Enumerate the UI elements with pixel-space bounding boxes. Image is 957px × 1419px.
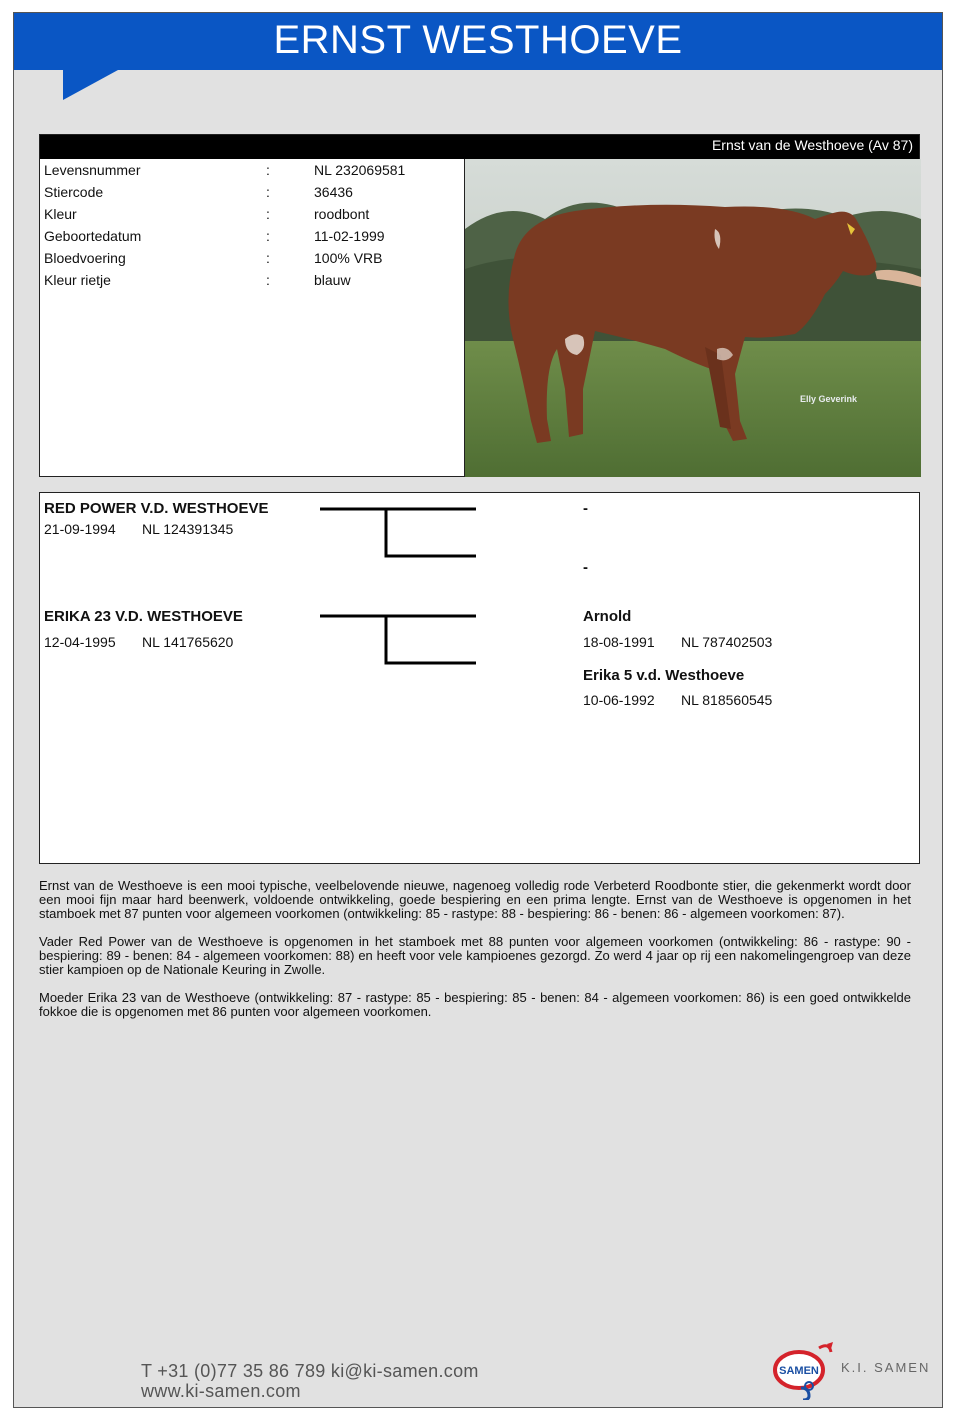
photo-caption: Ernst van de Westhoeve (Av 87) — [40, 135, 919, 159]
info-value: 11-02-1999 — [314, 228, 385, 244]
page-title: ERNST WESTHOEVE — [273, 18, 683, 62]
description-paragraph: Moeder Erika 23 van de Westhoeve (ontwikkeling: 87 - rastype: 85 - bespiering: 85 - benen: 84 - algemeen voorkomen: 86) is een goed ontwikkelde fokkoe die is opgenomen met 86 punten voor algemeen voorkomen. — [39, 990, 911, 1019]
footer-contact — [141, 1361, 479, 1401]
dam-dam-number: NL 818560545 — [681, 692, 773, 708]
samen-logo-icon — [771, 1338, 841, 1400]
dam-sire-meta — [583, 634, 773, 650]
info-separator: : — [266, 272, 270, 288]
info-value: 100% VRB — [314, 250, 383, 266]
info-row-bloedvoering — [44, 250, 454, 272]
info-value: blauw — [314, 272, 351, 288]
description-paragraph: Ernst van de Westhoeve is een mooi typische, veelbelovende nieuwe, nagenoeg volledig rode Verbeterd Roodbonte stier, die gekenmerkt wordt door een mooi fijn maar hard beenwerk, voldoende ontwikkeling, goede bespiering en een prima lengte. Ernst van de Westhoeve is opgenomen in het stamboek met 87 punten voor algemeen voorkomen (ontwikkeling: 85 - rastype: 88 - bespiering: 86 - benen: 86 - algemeen voorkomen: 87). — [39, 878, 911, 921]
info-separator: : — [266, 250, 270, 266]
dam-sire-date: 18-08-1991 — [583, 634, 655, 650]
description-paragraph: Vader Red Power van de Westhoeve is opgenomen in het stamboek met 88 punten voor algemeen voorkomen (ontwikkeling: 86 - rastype: 90 - bespiering: 89 - benen: 84 - algemeen voorkomen: 88) en heeft voor vele kampioenes gezorgd. Zo werd 4 jaar op rij een nakomelingengroep van deze stier kampioen op de Nationale Keuring in Zwolle. — [39, 934, 911, 977]
dam-sire-name: Arnold — [583, 608, 632, 625]
description-text — [39, 879, 911, 1033]
sire-dam-name: - — [583, 559, 588, 576]
sire-number: NL 124391345 — [142, 521, 234, 537]
footer-website[interactable]: www.ki-samen.com — [141, 1381, 301, 1401]
banner-tab-decoration — [63, 70, 118, 100]
info-separator: : — [266, 206, 270, 222]
bull-info-panel — [39, 134, 920, 477]
info-value: 36436 — [314, 184, 353, 200]
info-separator: : — [266, 184, 270, 200]
info-label: Stiercode — [44, 184, 104, 200]
info-value: NL 232069581 — [314, 162, 406, 178]
info-row-levensnummer — [44, 162, 454, 184]
info-row-stiercode — [44, 184, 454, 206]
bull-photo — [464, 159, 921, 477]
info-value: roodbont — [314, 206, 370, 222]
dam-dam-meta — [583, 692, 773, 708]
dam-dam-name: Erika 5 v.d. Westhoeve — [583, 667, 745, 684]
info-row-geboortedatum — [44, 228, 454, 250]
footer-phone-email: T +31 (0)77 35 86 789 ki@ki-samen.com — [141, 1361, 479, 1381]
title-banner — [14, 13, 942, 70]
sire-date: 21-09-1994 — [44, 521, 116, 537]
info-separator: : — [266, 228, 270, 244]
pedigree-panel — [39, 492, 920, 864]
photo-credit: Elly Geverink — [800, 394, 858, 404]
info-label: Kleur — [44, 206, 77, 222]
info-label: Kleur rietje — [44, 272, 111, 288]
dam-number: NL 141765620 — [142, 634, 234, 650]
info-label: Geboortedatum — [44, 228, 142, 244]
info-label: Levensnummer — [44, 162, 141, 178]
pedigree-lines — [40, 493, 919, 863]
logo-badge-text: SAMEN — [779, 1365, 819, 1377]
page-sheet — [13, 12, 943, 1408]
ki-samen-logo — [771, 1338, 931, 1400]
sire-meta — [44, 521, 234, 537]
info-separator: : — [266, 162, 270, 178]
dam-meta — [44, 634, 234, 650]
info-row-kleur-rietje — [44, 272, 454, 294]
logo-wordmark: K.I. SAMEN — [841, 1360, 931, 1375]
dam-sire-number: NL 787402503 — [681, 634, 773, 650]
sire-sire-name: - — [583, 500, 588, 517]
info-row-kleur — [44, 206, 454, 228]
dam-name: ERIKA 23 V.D. WESTHOEVE — [44, 608, 243, 625]
sire-name: RED POWER V.D. WESTHOEVE — [44, 500, 269, 517]
dam-date: 12-04-1995 — [44, 634, 116, 650]
info-label: Bloedvoering — [44, 250, 126, 266]
dam-dam-date: 10-06-1992 — [583, 692, 655, 708]
